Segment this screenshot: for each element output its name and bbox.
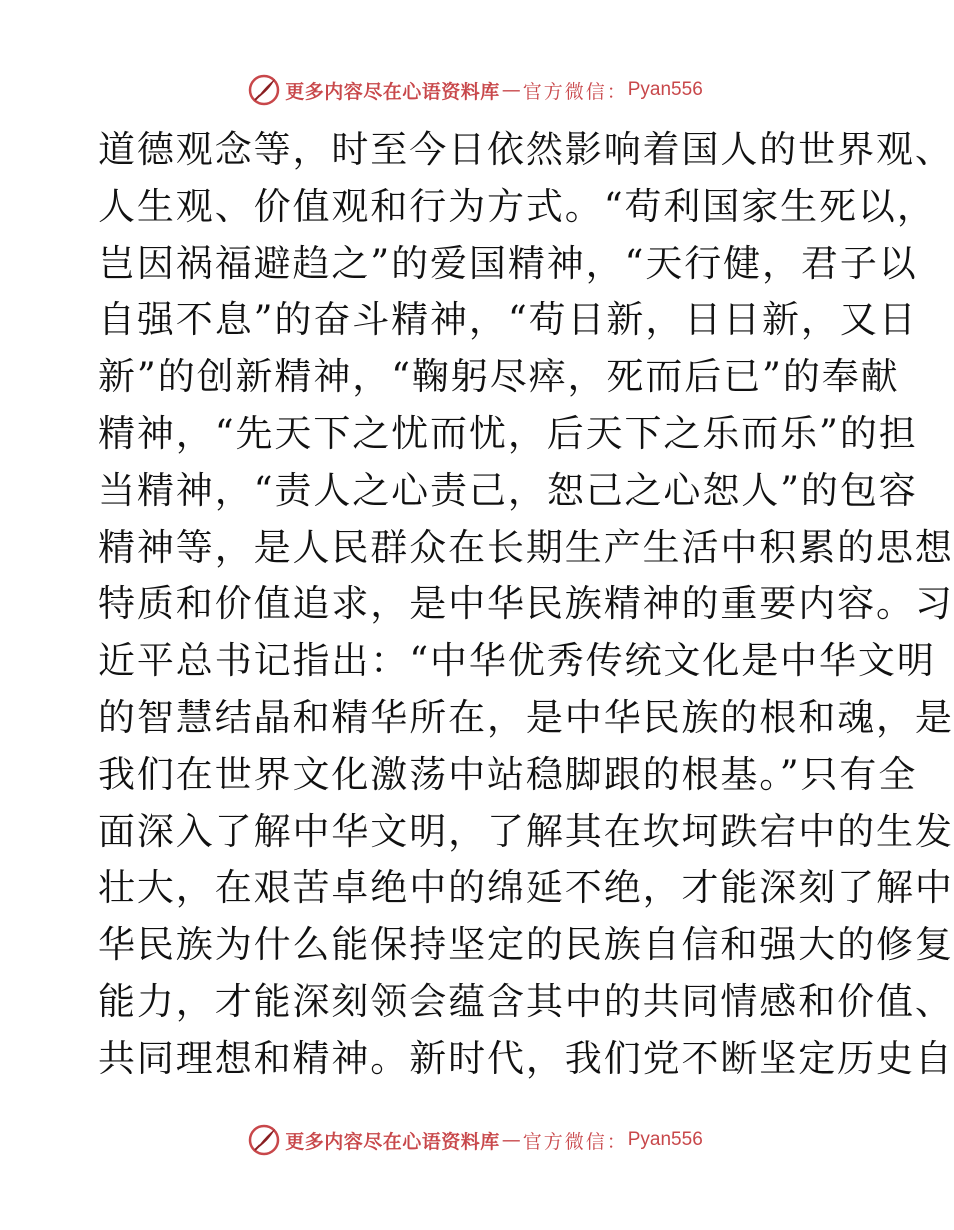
- text-line: 壮大，在艰苦卓绝中的绵延不绝，才能深刻了解中: [98, 866, 954, 910]
- header-banner-dash: —: [501, 79, 521, 101]
- header-watermark-banner: [0, 70, 950, 110]
- quill-logo-icon: [247, 73, 281, 107]
- header-banner-label: 官方微信：: [522, 80, 628, 103]
- text-line: 共同理想和精神。新时代，我们党不断坚定历史自: [98, 1036, 954, 1080]
- text-line: 道德观念等，时至今日依然影响着国人的世界观、: [98, 128, 954, 171]
- text-line: 岂因祸福避趋之”的爱国精神，“天行健，君子以: [98, 241, 918, 285]
- text-line: 的智慧结晶和精华所在，是中华民族的根和魂，是: [98, 695, 954, 739]
- text-line: 精神，“先天下之忧而忧，后天下之乐而乐”的担: [98, 411, 918, 455]
- text-line: 能力，才能深刻领会蕴含其中的共同情感和价值、: [98, 979, 954, 1023]
- footer-watermark-banner: [0, 1120, 950, 1160]
- text-line: 精神等，是人民群众在长期生产生活中积累的思想: [98, 525, 954, 569]
- text-line: 自强不息”的奋斗精神，“苟日新，日日新，又日: [98, 298, 918, 342]
- text-line: 新”的创新精神，“鞠躬尽瘁，死而后已”的奉献: [98, 355, 900, 399]
- footer-banner-dash: —: [501, 1129, 521, 1151]
- footer-banner-text: 更多内容尽在心语资料库: [285, 1130, 500, 1153]
- document-body-text: [98, 122, 954, 1088]
- text-line: 华民族为什么能保持坚定的民族自信和强大的修复: [98, 923, 954, 967]
- header-banner-wechat-id: Pyan556: [627, 79, 703, 100]
- text-line: 人生观、价值观和行为方式。“苟利国家生死以，: [98, 184, 936, 228]
- text-line: 特质和价值追求，是中华民族精神的重要内容。习: [98, 582, 954, 626]
- header-banner-text: 更多内容尽在心语资料库: [285, 80, 500, 103]
- footer-banner-wechat-id: Pyan556: [627, 1129, 703, 1150]
- text-line: 我们在世界文化激荡中站稳脚跟的根基。”只有全: [98, 752, 918, 796]
- text-line: 面深入了解中华文明，了解其在坎坷跌宕中的生发: [98, 809, 954, 853]
- footer-banner-label: 官方微信：: [522, 1130, 628, 1153]
- quill-logo-icon: [247, 1123, 281, 1157]
- text-line: 近平总书记指出：“中华优秀传统文化是中华文明: [98, 639, 936, 683]
- text-line: 当精神，“责人之心责己，恕己之心恕人”的包容: [98, 468, 918, 512]
